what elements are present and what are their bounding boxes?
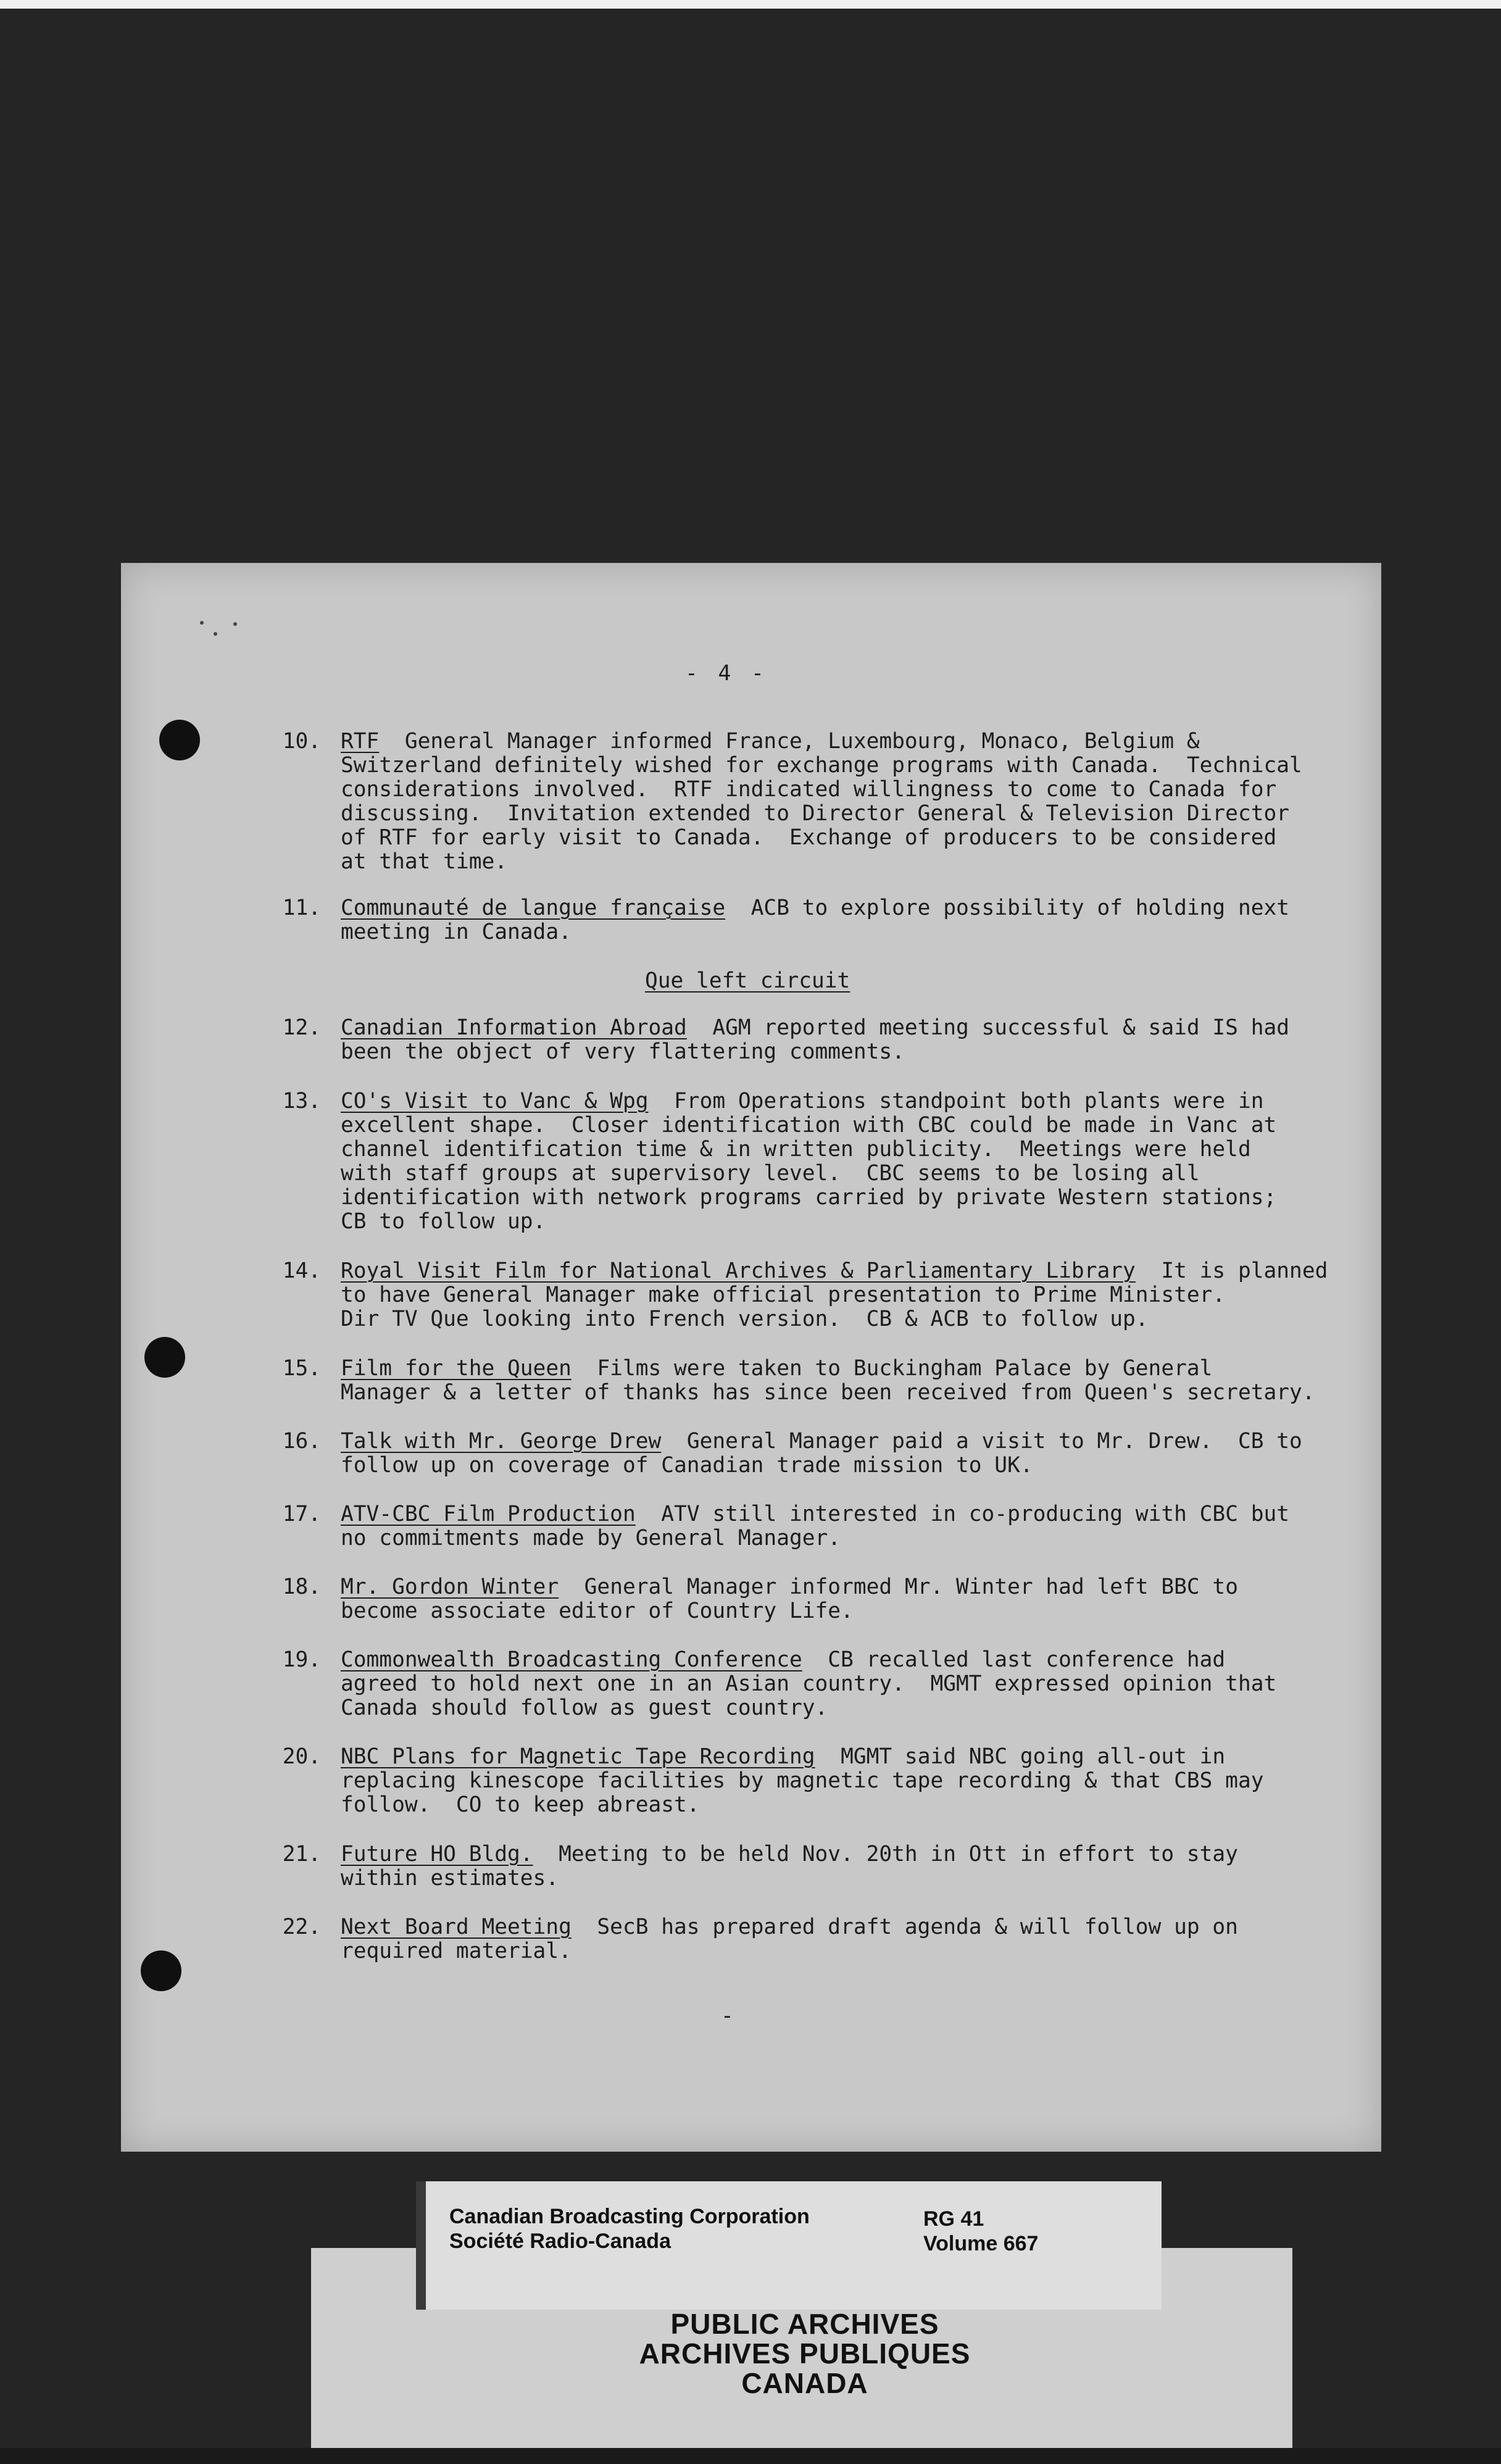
memo-item-number: 13. [282, 1089, 321, 1113]
memo-item-heading: CO's Visit to Vanc & Wpg [341, 1089, 649, 1113]
punch-hole-top [159, 720, 200, 760]
archive-org-french: Société Radio-Canada [449, 2229, 671, 2253]
archive-org-english: Canadian Broadcasting Corporation [449, 2205, 810, 2228]
memo-item-number: 21. [282, 1842, 321, 1867]
memo-item-body [341, 1915, 1304, 1963]
memo-item-number: 14. [282, 1259, 321, 1283]
archive-record-group: RG 41 [923, 2207, 984, 2231]
punch-hole-middle [144, 1337, 185, 1378]
memo-item-line: been the object of very flattering comments. [341, 1039, 905, 1064]
memo-item-line: become associate editor of Country Life. [341, 1599, 854, 1623]
memo-item-line: identification with network programs carried by private Western stations; [341, 1185, 1277, 1210]
memo-item-heading: Next Board Meeting [341, 1915, 572, 1939]
memo-item-line: replacing kinescope facilities by magnetic tape recording & that CBS may [341, 1768, 1264, 1793]
memo-item-heading: Communauté de langue française [341, 896, 726, 920]
memo-item-number: 16. [282, 1429, 321, 1454]
scan-bottom-edge [0, 2448, 1501, 2464]
memo-item-body [341, 730, 1304, 874]
memo-item-text: AGM reported meeting successful & said IS had [686, 1015, 1290, 1040]
memo-item-number: 12. [282, 1015, 321, 1040]
memo-item-number: 15. [282, 1356, 321, 1381]
memo-item-line: required material. [341, 1939, 572, 1963]
memo-item-line: Manager & a letter of thanks has since been received from Queen's secretary. [341, 1380, 1315, 1405]
memo-item-text: Meeting to be held Nov. 20th in Ott in effort to stay [533, 1842, 1238, 1867]
memo-item-body [341, 1575, 1304, 1623]
memo-item-heading: Mr. Gordon Winter [341, 1575, 559, 1599]
memo-item-text: General Manager informed France, Luxembourg, Monaco, Belgium & [379, 729, 1200, 754]
memo-item-body [341, 1089, 1304, 1234]
memo-item-number: 17. [282, 1502, 321, 1526]
memo-item-line: follow. CO to keep abreast. [341, 1792, 700, 1817]
memo-item-line: no commitments made by General Manager. [341, 1526, 841, 1550]
memo-item-heading: ATV-CBC Film Production [341, 1502, 636, 1526]
memo-item-number: 11. [282, 896, 321, 920]
memo-item-line: to have General Manager make official presentation to Prime Minister. [341, 1283, 1226, 1307]
end-mark: - [721, 2004, 734, 2028]
memo-item-number: 18. [282, 1575, 321, 1599]
memo-item-text: General Manager informed Mr. Winter had left BBC to [559, 1575, 1238, 1599]
memo-item-line: with staff groups at supervisory level. CBC seems to be losing all [341, 1161, 1200, 1186]
memo-item-heading: RTF [341, 729, 380, 754]
memo-item-line: discussing. Invitation extended to Director General & Television Director [341, 801, 1290, 826]
memo-item-body [341, 1745, 1304, 1817]
memo-item-body [341, 1016, 1304, 1064]
section-heading: Que left circuit [645, 968, 850, 993]
memo-item-line: excellent shape. Closer identification with CBC could be made in Vanc at [341, 1113, 1277, 1138]
memo-item-line: at that time. [341, 849, 508, 874]
paper-speck [200, 621, 204, 625]
memo-item-body [341, 1648, 1304, 1720]
memo-item-heading: Talk with Mr. George Drew [341, 1429, 662, 1454]
memo-item-body [341, 1259, 1328, 1331]
memo-item-line: within estimates. [341, 1866, 559, 1891]
stamp-line-country: CANADA [741, 2367, 868, 2399]
memo-item-text: It is planned [1135, 1259, 1328, 1283]
memo-item-text: From Operations standpoint both plants were in [648, 1089, 1264, 1113]
memo-item-number: 10. [282, 729, 321, 754]
memo-item-text: ATV still interested in co-producing with CBC but [635, 1502, 1290, 1526]
punch-hole-bottom [141, 1950, 181, 1991]
memo-item-body [341, 1430, 1304, 1478]
memo-item-text: CB recalled last conference had [802, 1647, 1226, 1672]
memo-item-line: channel identification time & in written publicity. Meetings were held [341, 1137, 1251, 1162]
memo-item-heading: Film for the Queen [341, 1356, 572, 1381]
memo-item-line: meeting in Canada. [341, 920, 572, 944]
memo-item-heading: NBC Plans for Magnetic Tape Recording [341, 1744, 815, 1769]
memo-item-line: Switzerland definitely wished for exchange programs with Canada. Technical [341, 753, 1302, 778]
memo-item-heading: Future HO Bldg. [341, 1842, 533, 1867]
memo-item-text: Films were taken to Buckingham Palace by General [571, 1356, 1213, 1381]
memo-item-line: follow up on coverage of Canadian trade mission to UK. [341, 1453, 1033, 1478]
memo-item-number: 22. [282, 1915, 321, 1939]
memo-item-text: General Manager paid a visit to Mr. Drew. CB to [661, 1429, 1302, 1454]
memo-item-text: SecB has prepared draft agenda & will follow up on [571, 1915, 1238, 1939]
memo-item-line: of RTF for early visit to Canada. Exchange of producers to be considered [341, 825, 1277, 850]
stamp-line-english: PUBLIC ARCHIVES [670, 2308, 939, 2340]
paper-speck [233, 622, 237, 626]
memo-item-text: ACB to explore possibility of holding next [725, 896, 1290, 920]
memo-item-line: Dir TV Que looking into French version. CB & ACB to follow up. [341, 1307, 1149, 1331]
memo-item-line: considerations involved. RTF indicated willingness to come to Canada for [341, 777, 1277, 802]
stamp-line-french: ARCHIVES PUBLIQUES [639, 2337, 971, 2370]
memo-item-body [341, 1842, 1304, 1891]
memo-item-body [341, 1502, 1304, 1550]
scan-top-edge [0, 0, 1501, 9]
memo-item-heading: Commonwealth Broadcasting Conference [341, 1647, 802, 1672]
paper-speck [214, 632, 217, 636]
memo-item-body [341, 896, 1304, 944]
memo-item-line: agreed to hold next one in an Asian country. MGMT expressed opinion that [341, 1671, 1277, 1696]
archive-label-edge [416, 2181, 426, 2310]
memo-item-line: Canada should follow as guest country. [341, 1696, 828, 1720]
memo-item-number: 19. [282, 1647, 321, 1672]
archive-volume: Volume 667 [923, 2232, 1039, 2255]
memo-item-heading: Royal Visit Film for National Archives & Parliamentary Library [341, 1259, 1136, 1283]
page-number: - 4 - [685, 661, 768, 686]
memo-item-text: MGMT said NBC going all-out in [815, 1744, 1226, 1769]
memo-item-heading: Canadian Information Abroad [341, 1015, 687, 1040]
memo-item-number: 20. [282, 1744, 321, 1769]
memo-item-line: CB to follow up. [341, 1209, 546, 1234]
memo-item-body [341, 1356, 1315, 1405]
